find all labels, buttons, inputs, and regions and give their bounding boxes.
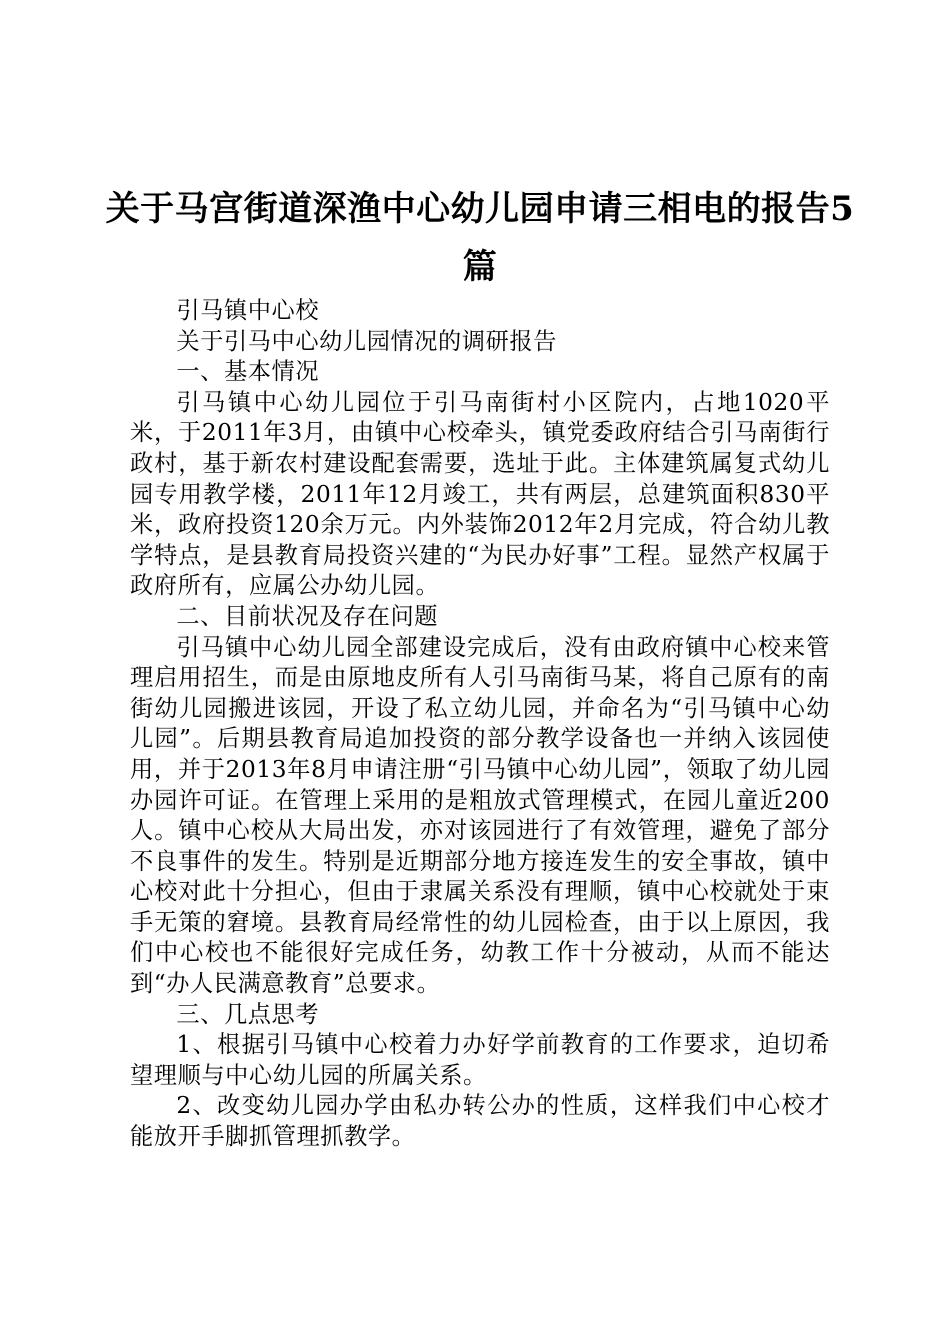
paragraph-thought-2: 2、改变幼儿园办学由私办转公办的性质，这样我们中心校才能放开手脚抓管理抓教学。 [130,1092,830,1151]
section-heading-status: 二、目前状况及存在问题 [176,602,439,630]
paragraph-status: 引马镇中心幼儿园全部建设完成后，没有由政府镇中心校来管理启用招生，而是由原地皮所有人引马南街马某，将自己原有的南街幼儿园搬进该园，开设了私立幼儿园，并命名为“引马镇中心幼儿园”。后期县教育局追加投资的部分教学设备也一并纳入该园使用，并于2013年8月申请注册“引马镇中心幼儿园”，领取了幼儿园办园许可证。在管理上采用的是粗放式管理模式，在园儿童近200人。镇中心校从大局出发，亦对该园进行了有效管理，避免了部分不良事件的发生。特别是近期部分地方接连发生的安全事故，镇中心校对此十分担心，但由于隶属关系没有理顺，镇中心校就处于束手无策的窘境。县教育局经常性的幼儿园检查，由于以上原因，我们中心校也不能很好完成任务，幼教工作十分被动，从而不能达到“办人民满意教育”总要求。 [130,633,830,998]
paragraph-thought-1: 1、根据引马镇中心校着力办好学前教育的工作要求，迫切希望理顺与中心幼儿园的所属关系。 [130,1031,830,1089]
section-heading-thoughts: 三、几点思考 [176,1000,320,1028]
paragraph-basic-info: 引马镇中心幼儿园位于引马南街村小区院内，占地1020平米，于2011年3月，由镇中心校牵头，镇党委政府结合引马南街行政村，基于新农村建设配套需要，选址于此。主体建筑属复式幼儿园专用教学楼，2011年12月竣工，共有两层，总建筑面积830平米，政府投资120余万元。内外装饰2012年2月完成，符合幼儿教学特点，是县教育局投资兴建的“为民办好事”工程。显然产权属于政府所有，应属公办幼儿园。 [130,388,830,600]
paragraph-report-title: 关于引马中心幼儿园情况的调研报告 [176,327,557,355]
document-title: 关于马宫街道深渔中心幼儿园申请三相电的报告5篇 [105,189,855,287]
document-body [130,296,830,1153]
section-heading-basic: 一、基本情况 [176,358,320,386]
paragraph-school-name: 引马镇中心校 [176,297,320,324]
